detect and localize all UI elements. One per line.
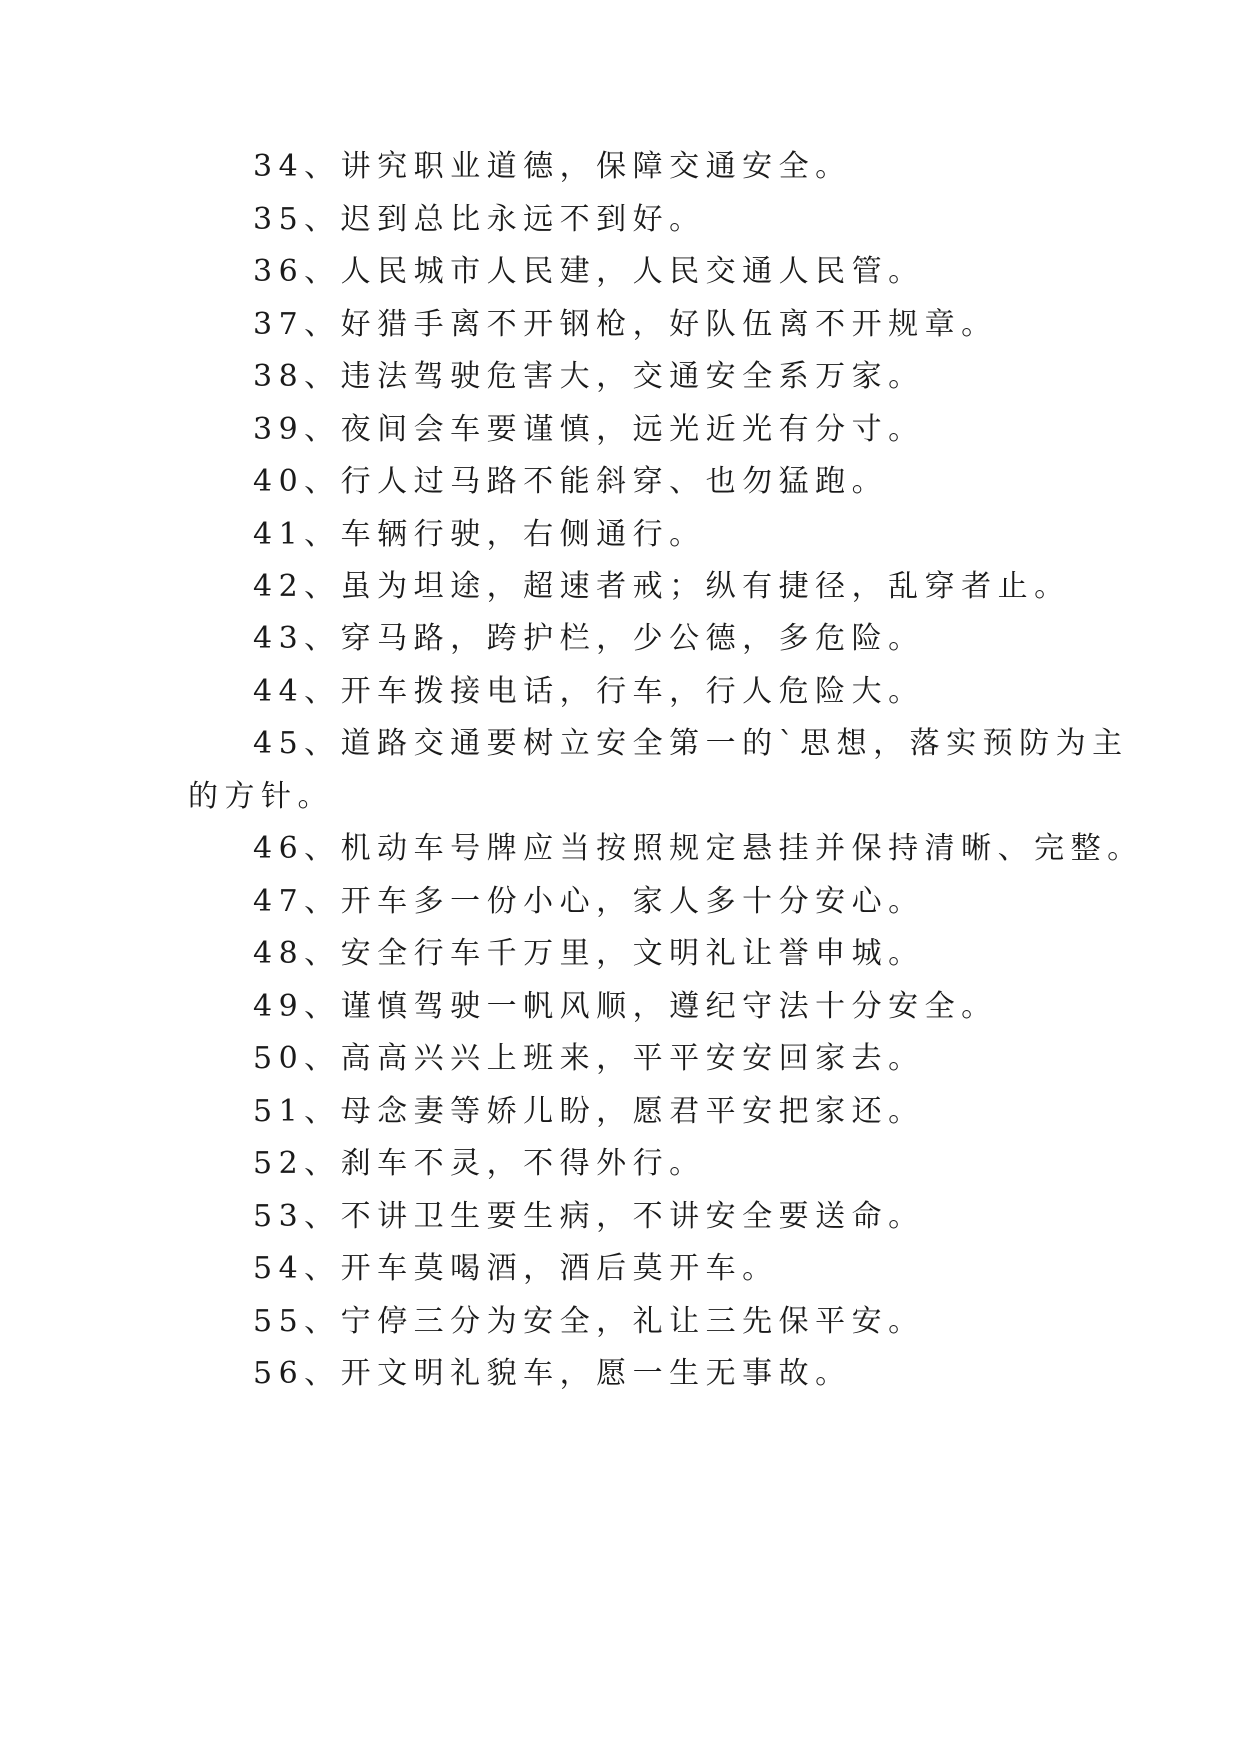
slogan-43: 43、穿马路，跨护栏，少公德，多危险。 <box>253 621 925 656</box>
slogan-54: 54、开车莫喝酒，酒后莫开车。 <box>253 1251 779 1286</box>
slogan-48: 48、安全行车千万里，文明礼让誉申城。 <box>253 936 925 971</box>
slogan-53: 53、不讲卫生要生病，不讲安全要送命。 <box>253 1199 925 1234</box>
slogan-45-continuation: 的方针。 <box>188 779 334 814</box>
slogan-46: 46、机动车号牌应当按照规定悬挂并保持清晰、完整。 <box>253 831 1144 866</box>
slogan-52: 52、刹车不灵，不得外行。 <box>253 1146 706 1181</box>
slogan-55: 55、宁停三分为安全，礼让三先保平安。 <box>253 1304 925 1339</box>
slogan-45: 45、道路交通要树立安全第一的`思想，落实预防为主 <box>253 726 1129 761</box>
slogan-56: 56、开文明礼貌车，愿一生无事故。 <box>253 1356 852 1391</box>
slogan-36: 36、人民城市人民建，人民交通人民管。 <box>253 254 925 289</box>
slogan-37: 37、好猎手离不开钢枪，好队伍离不开规章。 <box>253 307 998 342</box>
slogan-40: 40、行人过马路不能斜穿、也勿猛跑。 <box>253 464 889 499</box>
slogan-34: 34、讲究职业道德，保障交通安全。 <box>253 149 852 184</box>
slogan-42: 42、虽为坦途，超速者戒；纵有捷径，乱穿者止。 <box>253 569 1071 604</box>
slogan-35: 35、迟到总比永远不到好。 <box>253 202 706 237</box>
slogan-49: 49、谨慎驾驶一帆风顺，遵纪守法十分安全。 <box>253 989 998 1024</box>
slogan-41: 41、车辆行驶，右侧通行。 <box>253 517 706 552</box>
slogan-44: 44、开车拨接电话，行车，行人危险大。 <box>253 674 925 709</box>
slogan-38: 38、违法驾驶危害大，交通安全系万家。 <box>253 359 925 394</box>
slogan-39: 39、夜间会车要谨慎，远光近光有分寸。 <box>253 412 925 447</box>
slogan-47: 47、开车多一份小心，家人多十分安心。 <box>253 884 925 919</box>
slogan-50: 50、高高兴兴上班来，平平安安回家去。 <box>253 1041 925 1076</box>
slogan-51: 51、母念妻等娇儿盼，愿君平安把家还。 <box>253 1094 925 1129</box>
